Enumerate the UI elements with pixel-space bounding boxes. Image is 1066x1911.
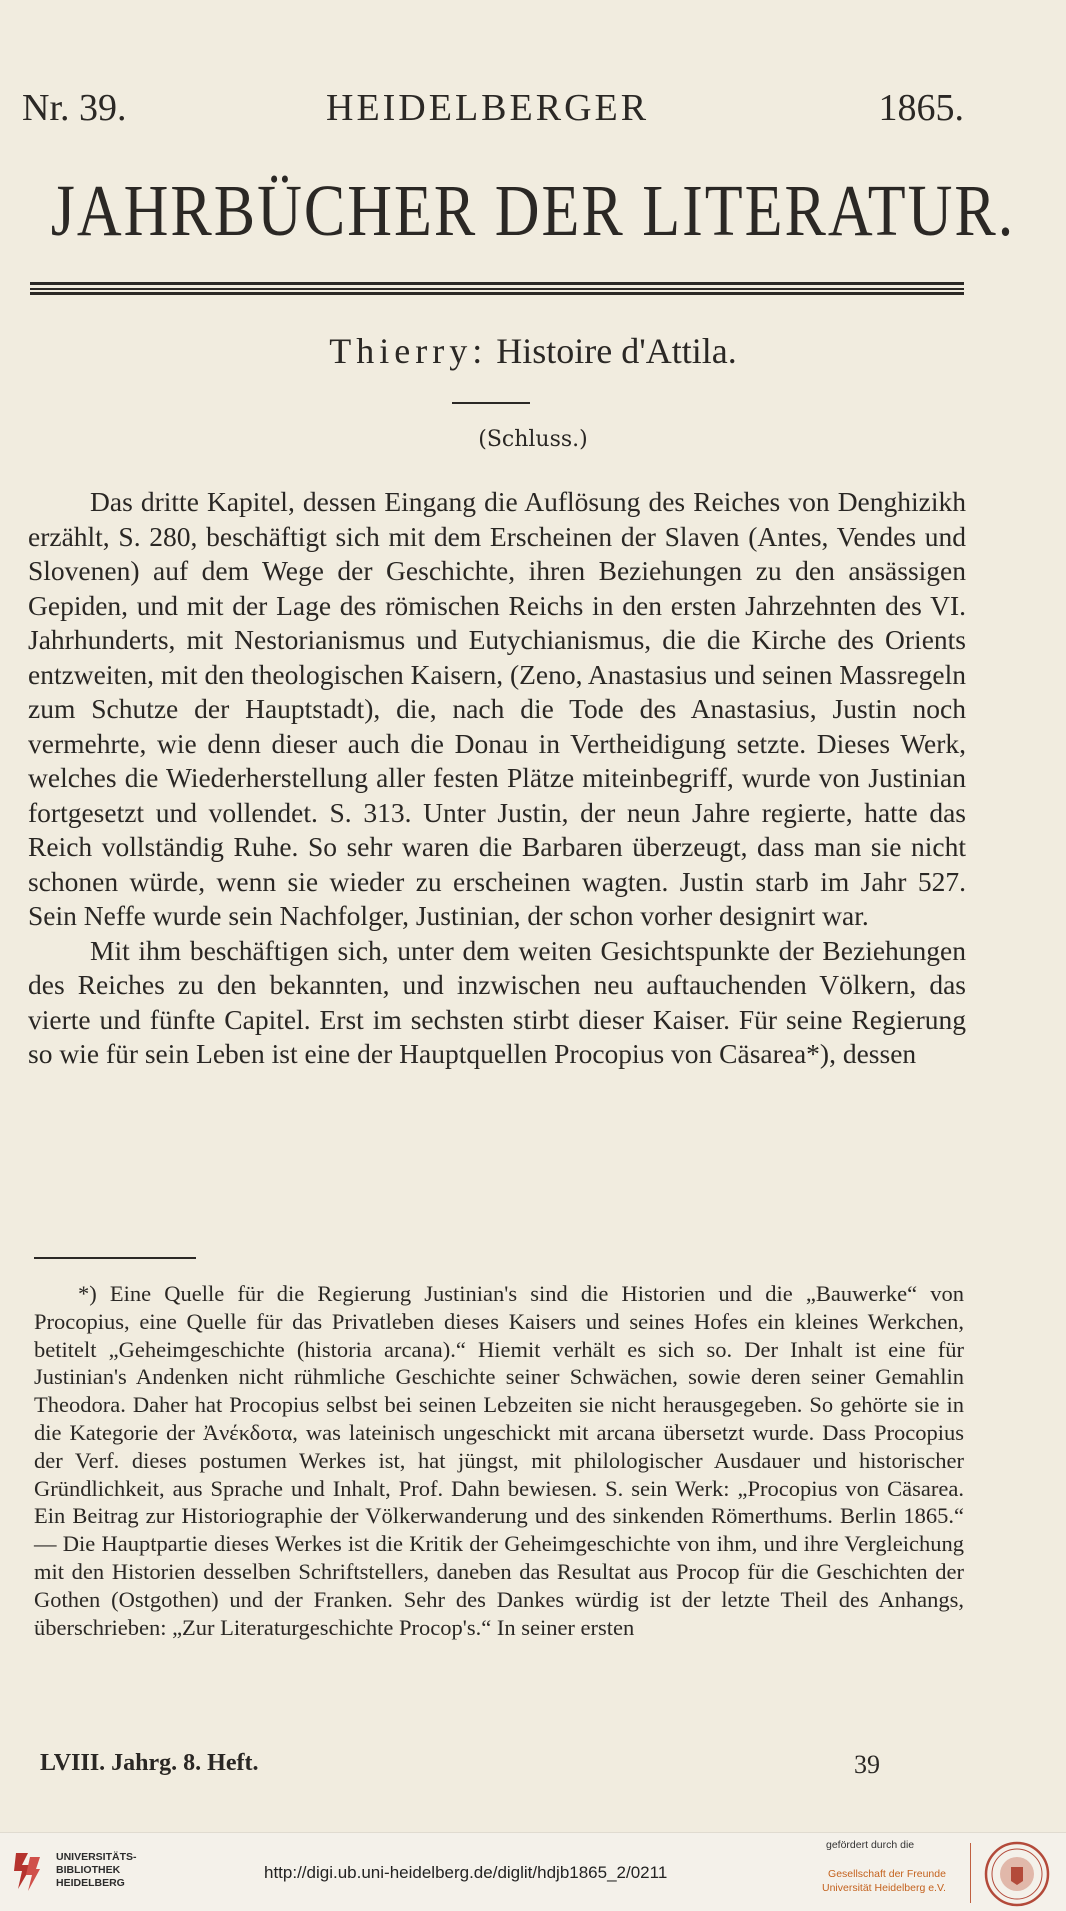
university-seal-icon <box>984 1841 1050 1907</box>
title-rule <box>30 282 964 285</box>
footnote <box>34 1280 964 1641</box>
title-rule <box>30 288 964 290</box>
signature-mark: LVIII. Jahrg. 8. Heft. <box>40 1750 259 1776</box>
year: 1865. <box>878 87 964 129</box>
sponsor-name-line-1: Gesellschaft der Freunde <box>828 1868 946 1880</box>
paragraph: Mit ihm beschäftigen sich, unter dem weiten Gesichtspunkte der Beziehungen des Reiches zu den bekannten, und inzwischen neu auftauchenden Völkern, das vierte und fünfte Capitel. Erst im sechsten stirbt dieser Kaiser. Für seine Regierung so wie für sein Leben ist eine der Hauptquellen Procopius von Cäsarea*), dessen <box>28 934 966 1069</box>
library-name: UNIVERSITÄTS-BIBLIOTHEK HEIDELBERG <box>56 1851 137 1889</box>
sponsor-name[interactable] <box>822 1867 946 1895</box>
paragraph: Das dritte Kapitel, dessen Eingang die Auflösung des Reiches von Denghizikh erzählt, S. 280, beschäftigt sich mit dem Erscheinen der Slaven (Antes, Vendes und Slovenen) auf dem Wege der Geschichte, ihren Beziehungen zu den ansässigen Gepiden, und mit der Lage des römischen Reichs in den ersten Jahrzehnten des VI. Jahrhunderts, mit Nestorianismus und Eutychianismus, die die Kirche des Orients entzweiten, mit den theologischen Kaisern, (Zeno, Anastasius und seinen Massregeln zum Schutze der Hauptstadt), die, nach die Tode des Anastasius, Justin noch vermehrte, wie denn dieser auch die Donau in Vertheidigung setzte. Dieses Werk, welches die Wiederherstellung aller festen Plätze miteinbegriff, wurde von Justinian fortgesetzt und vollendet. S. 313. Unter Justin, der neun Jahre regierte, hatte das Reich vollständig Ruhe. So sehr waren die Barbaren überzeugt, dass man sie nicht schonen würde, wenn sie wieder zu erscheinen wagten. Justin starb im Jahr 527. Sein Neffe wurde sein Nachfolger, Justinian, der schon vorher designirt war. <box>28 486 966 931</box>
sponsor-name-line-2: Universität Heidelberg e.V. <box>822 1882 946 1894</box>
footer-divider <box>970 1843 971 1903</box>
journal-title: JAHRBÜCHER DER LITERATUR. <box>50 171 1016 252</box>
article-author: Thierry: <box>329 331 488 371</box>
issue-number: Nr. 39. <box>22 87 127 129</box>
running-header <box>22 86 964 136</box>
title-rule <box>30 292 964 295</box>
article-work-title: Histoire d'Attila. <box>496 331 737 371</box>
continuation-note: (Schluss.) <box>478 427 588 452</box>
page-number: 39 <box>854 1750 880 1779</box>
library-logo-icon <box>10 1849 44 1893</box>
sponsor-label: gefördert durch die <box>826 1839 915 1851</box>
article-title <box>0 330 1066 372</box>
permalink[interactable]: http://digi.ub.uni-heidelberg.de/diglit/hdjb1865_2/0211 <box>264 1863 668 1882</box>
footnote-text: *) Eine Quelle für die Regierung Justinian's sind die Historien und die „Bauwerke“ von Procopius, eine Quelle für das Privatleben dieses Kaisers und seines Hofes ein kleines Werkchen, betitelt „Geheimgeschichte (historia arcana).“ Hiemit verhält es sich so. Der Inhalt ist eine für Justinian's Andenken nicht rühmliche Geschichte seiner Schwächen, sowie deren seiner Gemahlin Theodora. Daher hat Procopius selbst bei seinen Lebzeiten sie nicht herausgegeben. So gehörte sie in die Kategorie der Ἀνέκδοτα, was lateinisch ungeschickt mit arcana übersetzt wurde. Dass Procopius der Verf. dieses postumen Werkes ist, hat jüngst, mit philologischer Ausdauer und historischer Gründlichkeit, aus Sprache und Inhalt, Prof. Dahn bewiesen. S. sein Werk: „Procopius von Cäsarea. Ein Beitrag zur Historiographie der Völkerwanderung und des sinkenden Römerthums. Berlin 1865.“ — Die Hauptpartie dieses Werkes ist die Kritik der Geheimgeschichte von ihm, und ihre Vergleichung mit den Historien desselben Schriftstellers, daneben das Resultat aus Procop für die Geschichten der Gothen (Ostgothen) und der Franken. Sehr des Dankes würdig ist der letzte Theil des Anhangs, überschrieben: „Zur Literaturgeschichte Procop's.“ In seiner ersten <box>34 1281 964 1640</box>
footnote-rule <box>34 1257 196 1259</box>
viewer-footer <box>0 1832 1066 1911</box>
journal-name: HEIDELBERGER <box>326 87 650 129</box>
divider <box>452 402 530 404</box>
article-body <box>28 485 966 1072</box>
